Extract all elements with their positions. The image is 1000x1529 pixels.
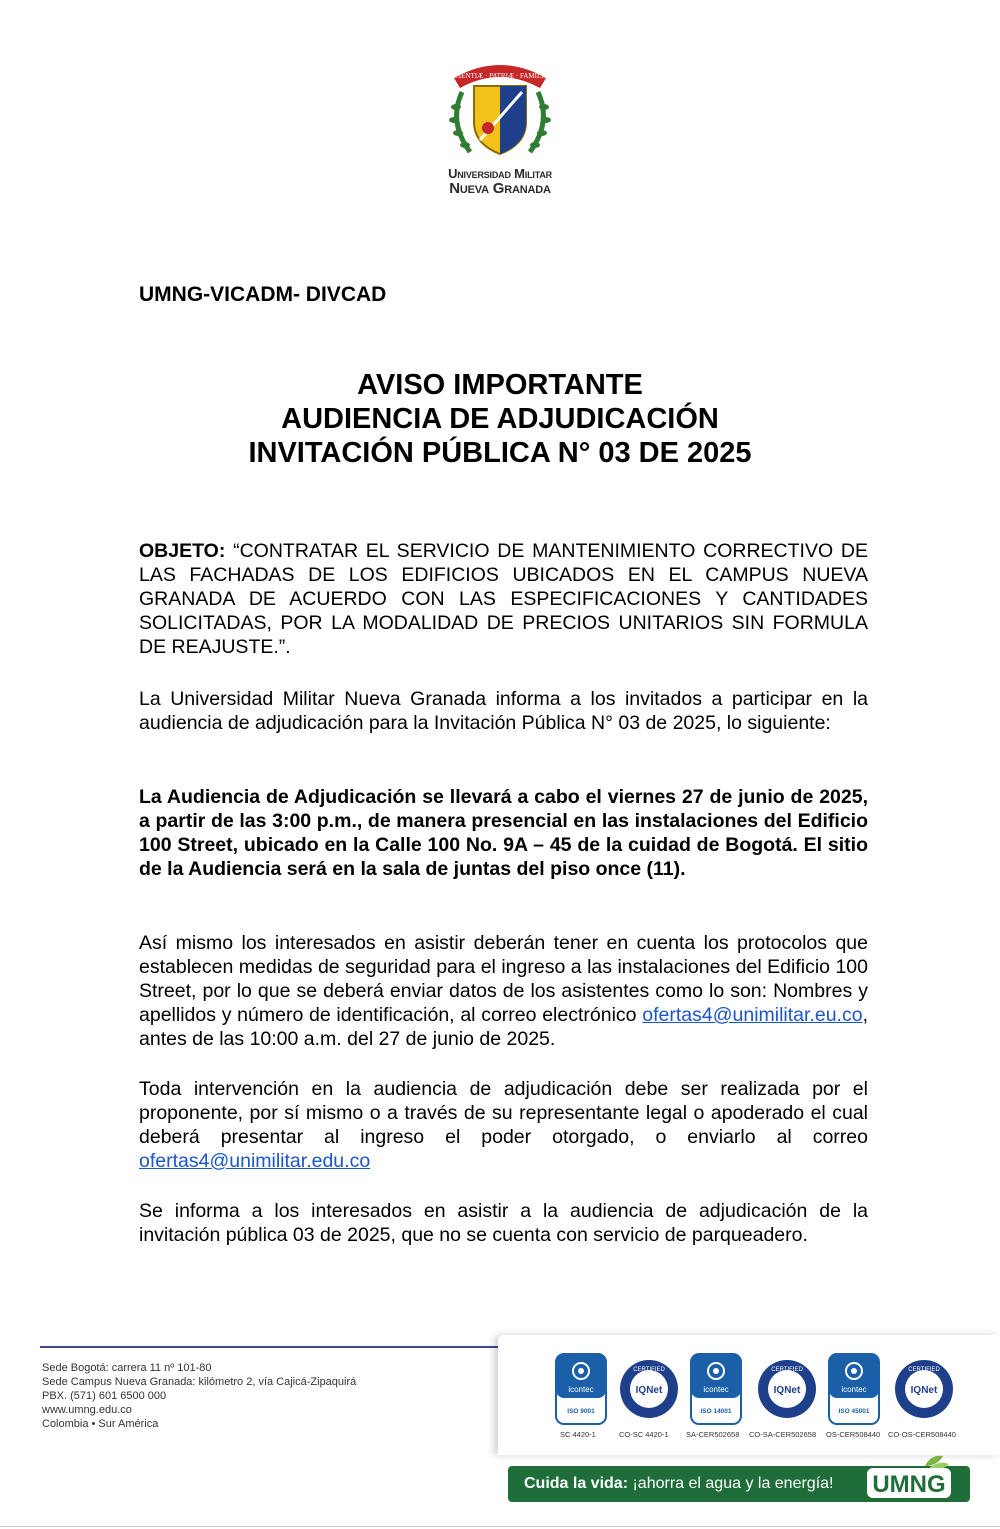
paragraph-protocolos — [139, 931, 868, 1051]
certifications-panel — [498, 1335, 1000, 1455]
iqnet-icon — [756, 1358, 818, 1420]
cert-brand: icontec — [841, 1385, 867, 1394]
title-line-3: INVITACIÓN PÚBLICA N° 03 DE 2025 — [248, 437, 752, 469]
paragraph-intro: La Universidad Militar Nueva Granada informa a los invitados a participar en la audiencia de adjudicación para la Invitación Pública N° 03 de 2025, lo siguiente: — [139, 688, 868, 734]
footer-rule — [40, 1346, 500, 1348]
cert-standard: ISO 9001 — [567, 1408, 595, 1415]
cert-brand: icontec — [568, 1385, 594, 1394]
email-link-2[interactable]: ofertas4@unimilitar.edu.co — [139, 1150, 371, 1172]
address-line: Sede Campus Nueva Granada: kilómetro 2, vía Cajicá-Zipaquirá — [42, 1376, 357, 1388]
objeto-paragraph — [139, 539, 868, 659]
logo-motto: SCIENTIÆ · PATRIÆ · FAMILIÆ — [450, 72, 550, 80]
footer-address — [42, 1361, 356, 1431]
cert-brand: IQNet — [635, 1385, 663, 1396]
iqnet-cert-badge — [893, 1353, 949, 1425]
protocolos-text: Así mismo los interesados en asistir deberán tener en cuenta los protocolos que establecen medidas de seguridad para el ingreso a las instalaciones del Edificio 100 Street, por lo que se deberá enviar datos de los asistentes como lo son: Nombres y apellidos y número de identificación, al correo electrónico — [139, 932, 868, 1026]
logo-name-line1: Universidad Militar — [448, 166, 552, 181]
cert-brand: IQNet — [773, 1385, 801, 1396]
slogan-rest: ¡ahorra el agua y la energía! — [628, 1475, 834, 1492]
cert-standard: ISO 14001 — [700, 1408, 732, 1415]
cert-code: CO-SA-CER502658 — [749, 1430, 817, 1439]
iqnet-icon — [893, 1358, 955, 1420]
address-line: Sede Bogotá: carrera 11 nº 101-80 — [42, 1362, 212, 1374]
university-logo — [430, 52, 570, 208]
umng-logo-icon — [865, 1452, 955, 1500]
iqnet-icon — [618, 1358, 680, 1420]
intervencion-text: Toda intervención en la audiencia de adjudicación debe ser realizada por el proponente, por sí mismo o a través de su representante legal o apoderado el cual deberá presentar al ingreso el poder otorgado, o enviarlo al correo — [139, 1078, 868, 1148]
cert-certified: CERTIFIED — [633, 1367, 665, 1373]
objeto-label: OBJETO: — [139, 540, 226, 562]
logo-name-line2: Nueva Granada — [449, 180, 551, 197]
cert-code: OS-CER508440 — [826, 1430, 881, 1439]
cert-certified: CERTIFIED — [771, 1367, 803, 1373]
address-line: www.umng.edu.co — [42, 1404, 132, 1416]
icontec-icon — [828, 1353, 880, 1425]
cert-brand: icontec — [703, 1385, 729, 1394]
icontec-cert-badge — [688, 1353, 744, 1430]
address-line: Colombia • Sur América — [42, 1418, 159, 1430]
icontec-icon — [555, 1353, 607, 1425]
icontec-cert-badge — [826, 1353, 882, 1430]
address-line: PBX. (571) 601 6500 000 — [42, 1390, 167, 1402]
cert-standard: ISO 45001 — [838, 1408, 870, 1415]
cert-brand: IQNet — [910, 1385, 938, 1396]
umng-logo-text: UMNG — [872, 1471, 946, 1498]
objeto-text: “CONTRATAR EL SERVICIO DE MANTENIMIENTO CORRECTIVO DE LAS FACHADAS DE LOS EDIFICIOS UBICADOS EN EL CAMPUS NUEVA GRANADA DE ACUERDO CON LAS ESPECIFICACIONES Y CANTIDADES SOLICITADAS, POR LA MODALIDAD DE PRECIOS UNITARIOS SIN FORMULA DE REAJUSTE.”. — [139, 540, 868, 658]
cert-code: CO-SC 4420-1 — [619, 1430, 669, 1439]
coat-of-arms-icon — [440, 52, 560, 164]
icontec-cert-badge — [553, 1353, 609, 1430]
title-line-2: AUDIENCIA DE ADJUDICACIÓN — [281, 403, 719, 435]
paragraph-intervencion — [139, 1077, 868, 1173]
icontec-icon — [690, 1353, 742, 1425]
slogan-bold: Cuida la vida: — [524, 1475, 629, 1492]
protocolos-tail: , antes de las 10:00 a.m. del 27 de junio de 2025. — [139, 1004, 868, 1050]
paragraph-audiencia: La Audiencia de Adjudicación se llevará a cabo el viernes 27 de junio de 2025, a partir de las 3:00 p.m., de manera presencial en las instalaciones del Edificio 100 Street, ubicado en la Calle 100 No. 9A – 45 de la cuidad de Bogotá. El sitio de la Audiencia será en la sala de juntas del piso once (11). — [139, 786, 868, 880]
cert-certified: CERTIFIED — [908, 1367, 940, 1373]
page-bottom-rule — [0, 1526, 1000, 1527]
title-line-1: AVISO IMPORTANTE — [357, 369, 643, 401]
iqnet-cert-badge — [756, 1353, 812, 1425]
cert-code: CO-OS-CER508440 — [888, 1430, 956, 1439]
cert-code: SA-CER502658 — [686, 1430, 740, 1439]
email-link-1[interactable]: ofertas4@unimilitar.eu.co — [642, 1004, 863, 1026]
cert-code: SC 4420-1 — [560, 1430, 596, 1439]
title-block — [0, 368, 1000, 470]
paragraph-parqueadero: Se informa a los interesados en asistir a la audiencia de adjudicación de la invitación pública 03 de 2025, que no se cuenta con servicio de parqueadero. — [139, 1200, 868, 1246]
document-code: UMNG-VICADM- DIVCAD — [139, 283, 387, 306]
iqnet-cert-badge — [618, 1353, 674, 1425]
